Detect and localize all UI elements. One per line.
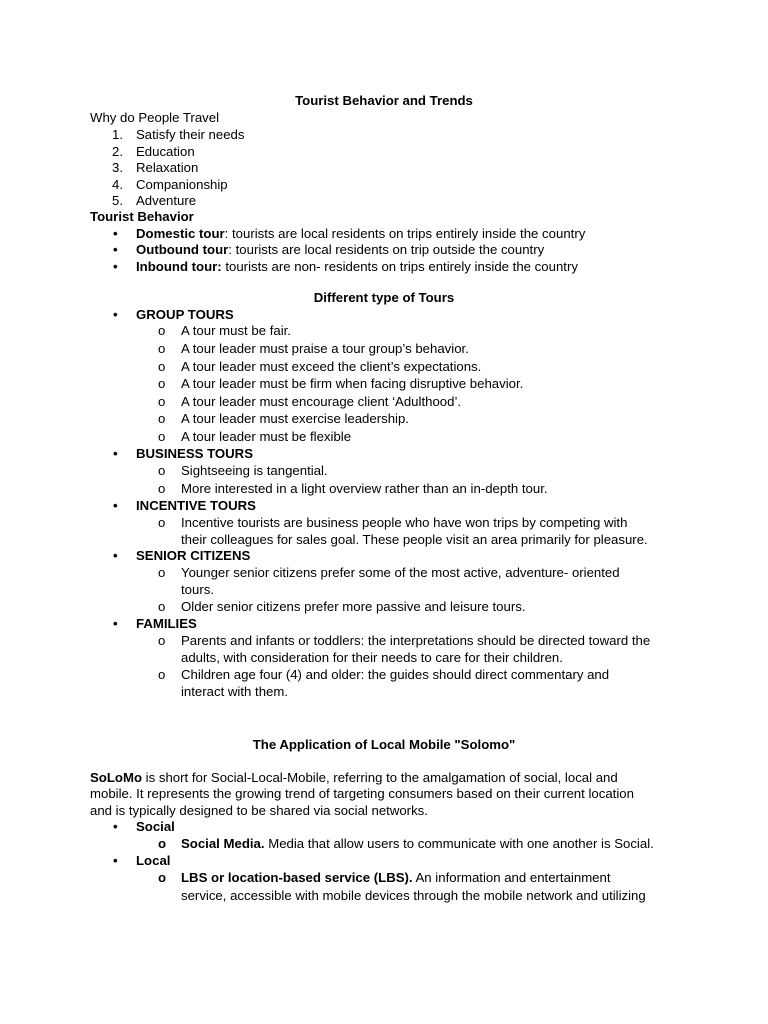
list-item-continued: their colleagues for sales goal. These people visit an area primarily for pleasure. <box>181 532 648 547</box>
list-item: Companionship <box>136 177 228 192</box>
bullet-icon: • <box>113 446 118 461</box>
circle-bullet-icon: o <box>158 836 167 851</box>
circle-bullet-icon: o <box>158 633 166 648</box>
tour-type-title: FAMILIES <box>136 616 197 631</box>
circle-bullet-icon: o <box>158 429 166 444</box>
bullet-icon: • <box>113 548 118 563</box>
bullet-icon: • <box>113 616 118 631</box>
list-item: Social <box>136 819 175 834</box>
bullet-icon: • <box>113 242 118 257</box>
bullet-icon: • <box>113 498 118 513</box>
behavior-heading: Tourist Behavior <box>90 209 194 224</box>
list-item: A tour leader must be firm when facing disruptive behavior. <box>181 376 524 391</box>
list-item: A tour must be fair. <box>181 323 291 338</box>
circle-bullet-icon: o <box>158 667 166 682</box>
circle-bullet-icon: o <box>158 870 167 885</box>
list-item: Children age four (4) and older: the guides should direct commentary and <box>181 667 610 682</box>
list-item: A tour leader must be flexible <box>181 429 352 444</box>
solomo-intro-line: and is typically designed to be shared via social networks. <box>90 803 428 818</box>
circle-bullet-icon: o <box>158 323 166 338</box>
list-item: Incentive tourists are business people who have won trips by competing with <box>181 515 628 530</box>
definition: An information and entertainment <box>412 870 611 885</box>
term: Outbound tour <box>136 242 229 257</box>
why-heading: Why do People Travel <box>90 110 220 125</box>
solomo-intro-line: mobile. It represents the growing trend of targeting consumers based on their current location <box>90 786 634 801</box>
term: LBS or location-based service (LBS). <box>181 870 413 885</box>
list-item <box>136 242 544 259</box>
list-item: Younger senior citizens prefer some of the most active, adventure- oriented <box>181 565 620 580</box>
circle-bullet-icon: o <box>158 359 166 374</box>
definition: tourists are non- residents on trips entirely inside the country <box>221 259 578 274</box>
list-number: 2. <box>112 144 123 159</box>
circle-bullet-icon: o <box>158 515 166 530</box>
circle-bullet-icon: o <box>158 341 166 356</box>
list-item: Parents and infants or toddlers: the interpretations should be directed toward the <box>181 633 651 648</box>
tour-type-title: SENIOR CITIZENS <box>136 548 251 563</box>
list-item: A tour leader must exceed the client’s expectations. <box>181 359 482 374</box>
list-item-continued: service, accessible with mobile devices through the mobile network and utilizing <box>181 888 646 903</box>
list-item: Local <box>136 853 171 868</box>
term: Inbound tour: <box>136 259 222 274</box>
circle-bullet-icon: o <box>158 411 166 426</box>
list-item: Satisfy their needs <box>136 127 245 142</box>
list-item: A tour leader must encourage client ‘Adulthood’. <box>181 394 462 409</box>
term: Social Media. <box>181 836 265 851</box>
list-item: Older senior citizens prefer more passive and leisure tours. <box>181 599 526 614</box>
bullet-icon: • <box>113 259 118 274</box>
definition: : tourists are local residents on trips entirely inside the country <box>224 226 586 241</box>
list-item: Education <box>136 144 195 159</box>
tour-type-title: BUSINESS TOURS <box>136 446 254 461</box>
list-item <box>136 226 585 243</box>
list-item: Sightseeing is tangential. <box>181 463 328 478</box>
page-title: Tourist Behavior and Trends <box>295 93 473 108</box>
circle-bullet-icon: o <box>158 394 166 409</box>
bullet-icon: • <box>113 853 118 868</box>
list-item: A tour leader must exercise leadership. <box>181 411 409 426</box>
list-item: More interested in a light overview rather than an in-depth tour. <box>181 481 548 496</box>
list-item-continued: interact with them. <box>181 684 289 699</box>
circle-bullet-icon: o <box>158 565 166 580</box>
tour-type-title: GROUP TOURS <box>136 307 234 322</box>
list-item-continued: tours. <box>181 582 214 597</box>
circle-bullet-icon: o <box>158 376 166 391</box>
list-number: 3. <box>112 160 123 175</box>
section-heading: Different type of Tours <box>313 290 455 305</box>
bullet-icon: • <box>113 307 118 322</box>
list-item <box>181 836 654 853</box>
list-item <box>136 259 578 276</box>
list-item: Relaxation <box>136 160 199 175</box>
solomo-term: SoLoMo <box>90 770 143 785</box>
list-item-continued: adults, with consideration for their needs to care for their children. <box>181 650 563 665</box>
term: Domestic tour <box>136 226 225 241</box>
bullet-icon: • <box>113 226 118 241</box>
bullet-icon: • <box>113 819 118 834</box>
definition: Media that allow users to communicate with one another is Social. <box>264 836 654 851</box>
tour-type-title: INCENTIVE TOURS <box>136 498 256 513</box>
list-number: 1. <box>112 127 123 142</box>
list-number: 5. <box>112 193 123 208</box>
definition: : tourists are local residents on trip outside the country <box>228 242 545 257</box>
solomo-definition: is short for Social-Local-Mobile, referring to the amalgamation of social, local and <box>142 770 618 785</box>
circle-bullet-icon: o <box>158 463 166 478</box>
list-item: Adventure <box>136 193 197 208</box>
circle-bullet-icon: o <box>158 481 166 496</box>
list-number: 4. <box>112 177 123 192</box>
list-item: A tour leader must praise a tour group’s behavior. <box>181 341 469 356</box>
solomo-intro-line <box>90 770 618 787</box>
list-item <box>181 870 611 887</box>
section-heading: The Application of Local Mobile "Solomo" <box>252 737 516 752</box>
circle-bullet-icon: o <box>158 599 166 614</box>
